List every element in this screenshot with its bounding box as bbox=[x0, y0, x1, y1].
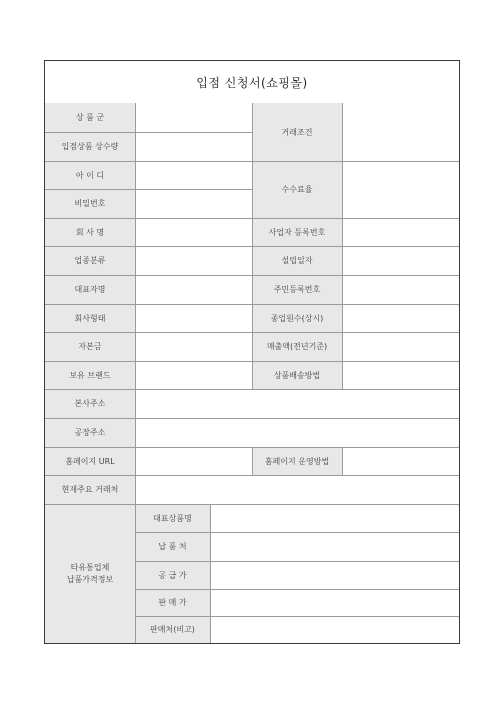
label-company-name: 회 사 명 bbox=[45, 218, 135, 246]
field-brands[interactable] bbox=[135, 361, 252, 389]
grid-line bbox=[135, 589, 459, 590]
field-sale-place[interactable] bbox=[210, 616, 459, 643]
field-founding-date[interactable] bbox=[342, 246, 459, 275]
grid-line bbox=[45, 418, 459, 419]
field-supply-price[interactable] bbox=[210, 561, 459, 589]
field-employees[interactable] bbox=[342, 304, 459, 332]
grid-line bbox=[252, 103, 253, 389]
field-rep-product[interactable] bbox=[210, 504, 459, 532]
label-rep-product: 대표상품명 bbox=[135, 504, 210, 532]
label-homepage-operation: 홈페이지 운영방법 bbox=[252, 447, 342, 475]
label-product-count: 입점상품 상수량 bbox=[45, 132, 135, 161]
label-shipping-method: 상품배송방법 bbox=[252, 361, 342, 389]
field-hq-address[interactable] bbox=[135, 389, 459, 418]
field-sales[interactable] bbox=[342, 332, 459, 361]
label-business-type: 업종분류 bbox=[45, 246, 135, 275]
field-supplier[interactable] bbox=[210, 532, 459, 561]
field-capital[interactable] bbox=[135, 332, 252, 361]
label-sales: 매출액(전년기준) bbox=[252, 332, 342, 361]
label-ceo-name: 대표자명 bbox=[45, 275, 135, 304]
label-trade-terms: 거래조건 bbox=[252, 103, 342, 161]
label-founding-date: 설립일자 bbox=[252, 246, 342, 275]
grid-line bbox=[135, 532, 459, 533]
field-product-group[interactable] bbox=[135, 103, 252, 132]
field-business-type[interactable] bbox=[135, 246, 252, 275]
field-ceo-name[interactable] bbox=[135, 275, 252, 304]
grid-line bbox=[45, 189, 252, 190]
label-sale-place: 판매처(비고) bbox=[135, 616, 210, 643]
label-homepage-url: 홈페이지 URL bbox=[45, 447, 135, 475]
field-company-form[interactable] bbox=[135, 304, 252, 332]
grid-line bbox=[342, 447, 343, 475]
label-resident-reg-no: 주민등록번호 bbox=[252, 275, 342, 304]
label-capital: 자본금 bbox=[45, 332, 135, 361]
field-factory-address[interactable] bbox=[135, 418, 459, 447]
field-trade-terms[interactable] bbox=[342, 103, 459, 161]
grid-line bbox=[45, 132, 252, 133]
grid-line bbox=[45, 389, 459, 390]
field-password[interactable] bbox=[135, 189, 252, 218]
form-title: 입점 신청서(쇼핑몰) bbox=[45, 61, 459, 104]
label-employees: 종업원수(상시) bbox=[252, 304, 342, 332]
grid-line bbox=[210, 504, 211, 643]
grid-line bbox=[342, 103, 343, 389]
grid-line bbox=[135, 561, 459, 562]
label-other-channel-info: 타유통업체 납품가격정보 bbox=[45, 504, 135, 643]
field-main-clients[interactable] bbox=[135, 475, 459, 504]
grid-line bbox=[252, 447, 253, 475]
field-homepage-url[interactable] bbox=[135, 447, 252, 475]
label-hq-address: 본사주소 bbox=[45, 389, 135, 418]
field-user-id[interactable] bbox=[135, 161, 252, 189]
label-commission: 수수료율 bbox=[252, 161, 342, 218]
grid-line bbox=[135, 616, 459, 617]
label-main-clients: 현재주요 거래처 bbox=[45, 475, 135, 504]
label-brands: 보유 브랜드 bbox=[45, 361, 135, 389]
field-homepage-operation[interactable] bbox=[342, 447, 459, 475]
label-supply-price: 공 급 가 bbox=[135, 561, 210, 589]
label-business-reg-no: 사업자 등록번호 bbox=[252, 218, 342, 246]
label-user-id: 아 이 디 bbox=[45, 161, 135, 189]
field-shipping-method[interactable] bbox=[342, 361, 459, 389]
label-product-group: 상 품 군 bbox=[45, 103, 135, 132]
label-factory-address: 공장주소 bbox=[45, 418, 135, 447]
field-company-name[interactable] bbox=[135, 218, 252, 246]
grid-line bbox=[45, 475, 459, 476]
field-product-count[interactable] bbox=[135, 132, 252, 161]
field-commission[interactable] bbox=[342, 161, 459, 218]
grid-line bbox=[135, 103, 136, 643]
label-supplier: 납 품 처 bbox=[135, 532, 210, 561]
field-sale-price[interactable] bbox=[210, 589, 459, 616]
field-business-reg-no[interactable] bbox=[342, 218, 459, 246]
field-resident-reg-no[interactable] bbox=[342, 275, 459, 304]
application-form bbox=[44, 60, 460, 644]
label-sale-price: 판 매 가 bbox=[135, 589, 210, 616]
label-password: 비밀번호 bbox=[45, 189, 135, 218]
label-company-form: 회사형태 bbox=[45, 304, 135, 332]
grid-line bbox=[45, 504, 459, 505]
